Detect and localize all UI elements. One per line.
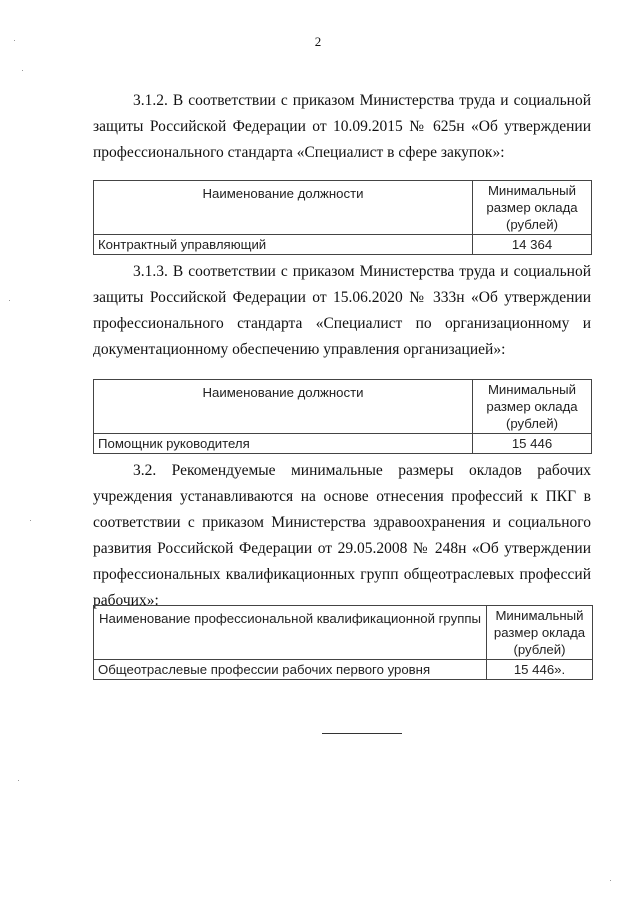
position-name: Контрактный управляющий bbox=[94, 235, 473, 255]
table-row bbox=[94, 434, 592, 454]
table-executive-assistant bbox=[93, 379, 592, 454]
header-position-name: Наименование должности bbox=[94, 181, 473, 235]
paragraph-3-1-2: 3.1.2. В соответствии с приказом Министерства труда и социальной защиты Российской Федерации от 10.09.2015 № 625н «Об утверждении профессионального стандарта «Специалист в сфере закупок»: bbox=[93, 92, 591, 161]
scan-speck bbox=[22, 70, 23, 71]
paragraph-3-2: 3.2. Рекомендуемые минимальные размеры окладов рабочих учреждения устанавливаются на основе отнесения профессий к ПКГ в соответствии с приказом Министерства здравоохранения и социального развития Российской Федерации от 29.05.2008 № 248н «Об утверждении профессиональных квалификационных групп общеотраслевых профессий рабочих»: bbox=[93, 462, 591, 609]
table-header-row bbox=[94, 606, 593, 660]
page-number: 2 bbox=[314, 34, 322, 49]
scan-speck bbox=[610, 880, 611, 881]
table-contract-manager bbox=[93, 180, 592, 255]
document-end-line bbox=[322, 733, 402, 734]
header-qualification-group: Наименование профессиональной квалификационной группы bbox=[94, 606, 487, 660]
salary-value: 15 446 bbox=[473, 434, 592, 454]
salary-value: 15 446». bbox=[487, 660, 593, 680]
position-name: Помощник руководителя bbox=[94, 434, 473, 454]
header-min-salary: Минимальный размер оклада (рублей) bbox=[473, 181, 592, 235]
table-workers-qualification bbox=[93, 605, 593, 680]
paragraph-3-1-3: 3.1.3. В соответствии с приказом Министерства труда и социальной защиты Российской Федерации от 15.06.2020 № 333н «Об утверждении профессионального стандарта «Специалист по организационному и документационному обеспечению управления организацией»: bbox=[93, 263, 591, 358]
table-row bbox=[94, 660, 593, 680]
scan-speck bbox=[9, 300, 10, 301]
scan-speck bbox=[30, 520, 31, 521]
header-min-salary: Минимальный размер оклада (рублей) bbox=[487, 606, 593, 660]
table-row bbox=[94, 235, 592, 255]
header-position-name: Наименование должности bbox=[94, 380, 473, 434]
table-header-row bbox=[94, 380, 592, 434]
qualification-group-name: Общеотраслевые профессии рабочих первого уровня bbox=[94, 660, 487, 680]
salary-value: 14 364 bbox=[473, 235, 592, 255]
table-header-row bbox=[94, 181, 592, 235]
scan-speck bbox=[18, 780, 19, 781]
header-min-salary: Минимальный размер оклада (рублей) bbox=[473, 380, 592, 434]
scan-speck bbox=[14, 40, 15, 41]
